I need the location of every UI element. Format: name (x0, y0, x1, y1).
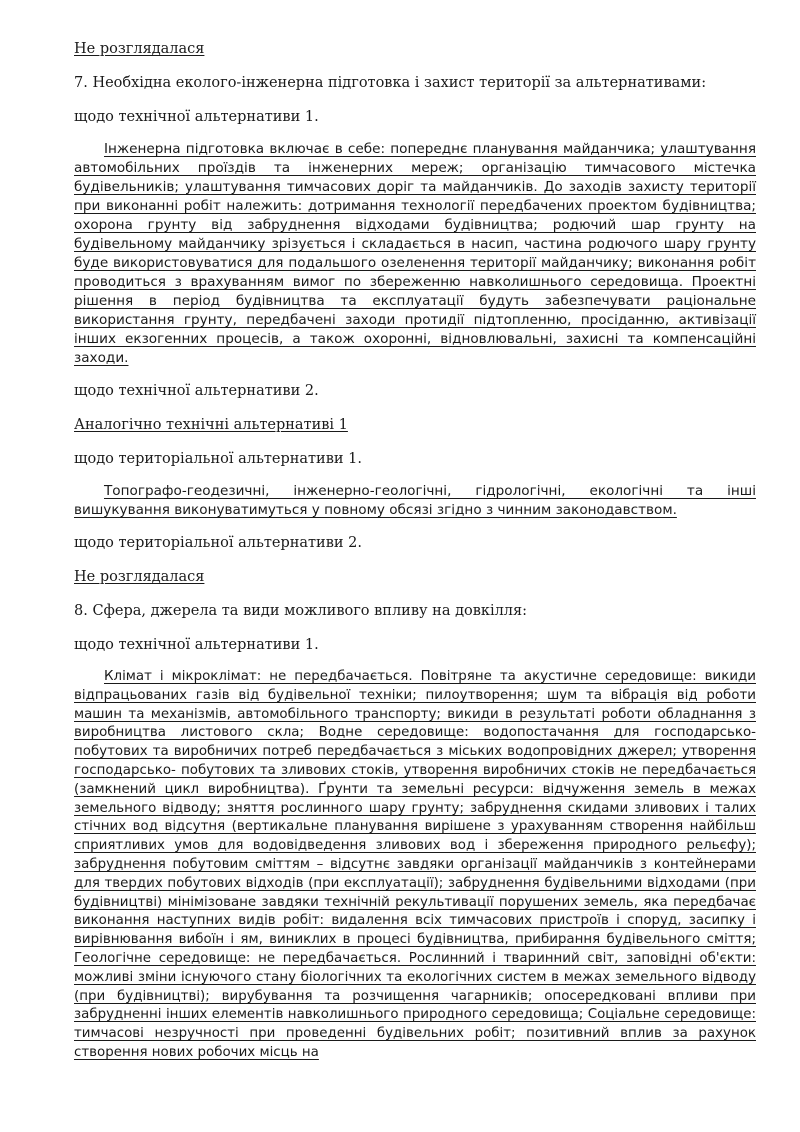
label-technical-alt-1: щодо технічної альтернативи 1. (74, 109, 319, 125)
para-impact-sphere-text: Клімат і мікроклімат: не передбачається. Повітряне та акустичне середовище: викиди відпрацьованих газів від будівельної техніки; пилоутворення; шум та вібрація від роботи машин та механізмів, автомобільного транспорту; викиди в результаті роботи обладнання з виробництва листового скла; Водне середовище: водопостачання для господарсько-побутових та виробничих потреб передбачається з міських водопровідних джерел; утворення господарсько- побутових та зливових стоків, утворення виробничих стоків не передбачається (замкнений цикл виробництва). Ґрунти та земельні ресурси: відчуження земель в межах земельного відводу; зняття рослинного шару грунту; забруднення скидами зливових і талих стічних вод відсутня (вертикальне планування вирішене з урахуванням створення найбільш сприятливих умов для водовідведення зливових вод і збереження природного рельєфу); забруднення побутовим сміттям – відсутнє завдяки організації майданчиків з контейнерами для твердих побутових відходів (при експлуатації); забруднення будівельними відходами (при будівництві) мінімізоване завдяки технічній рекультивації порушених земель, яка передбачає виконання наступних видів робіт: видалення всіх тимчасових пристроїв і споруд, засипку і вирівнювання вибоїн і ям, виниклих в процесі будівництва, прибирання будівельного сміття; Геологічне середовище: не передбачається. Рослинний і тваринний світ, заповідні об'єкти: можливі зміни існуючого стану біологічних та екологічних систем в межах земельного відводу (при будівництві); вирубування та розчищення чагарників; опосередковані впливи при забрудненні інших елементів навколишнього природного середовища; Соціальне середовище: тимчасові незручності при проведенні будівельних робіт; позитивний вплив за рахунок створення нових робочих місць на (74, 669, 756, 1060)
para-surveys (74, 482, 756, 520)
answer-similar-alt-1: Аналогічно технічні альтернативі 1 (74, 417, 348, 433)
label-technical-alt-1-b: щодо технічної альтернативи 1. (74, 637, 319, 653)
para-engineering-preparation (74, 140, 756, 368)
answer-not-considered-2: Не розглядалася (74, 569, 205, 585)
section-7-heading: 7. Необхідна еколого-інженерна підготовка і захист території за альтернативами: (74, 75, 707, 91)
para-engineering-preparation-text: Інженерна підготовка включає в себе: попереднє планування майданчика; улаштування автомобільних проїздів та інженерних мереж; організацію тимчасового містечка будівельників; улаштування тимчасових доріг та майданчиків. До заходів захисту території при виконанні робіт належить: дотримання технології передбачених проектом будівництва; охорона грунту від забруднення відходами будівництва; родючий шар грунту на будівельному майданчику зрізується і складається в насип, частина родючого шару грунту буде використовуватися для подальшого озеленення території майданчику; виконання робіт проводиться з врахуванням вимог по збереженню навколишнього середовища. Проектні рішення в період будівництва та експлуатації будуть забезпечувати раціональне використання грунту, передбачені заходи протидії підтопленню, просіданню, активізації інших екзогенних процесів, а також охоронні, відновлювальні, захисні та компенсаційні заходи. (74, 141, 756, 366)
label-technical-alt-2: щодо технічної альтернативи 2. (74, 383, 319, 399)
answer-not-considered-1: Не розглядалася (74, 41, 205, 57)
section-8-heading: 8. Сфера, джерела та види можливого впливу на довкілля: (74, 603, 528, 619)
para-impact-sphere (74, 668, 756, 1063)
para-surveys-text: Топографо-геодезичні, інженерно-геологічні, гідрологічні, екологічні та інші вишукування виконуватимуться у повному обсязі згідно з чинним законодавством. (74, 483, 756, 518)
label-territorial-alt-1: щодо територіальної альтернативи 1. (74, 451, 362, 467)
label-territorial-alt-2: щодо територіальної альтернативи 2. (74, 535, 362, 551)
